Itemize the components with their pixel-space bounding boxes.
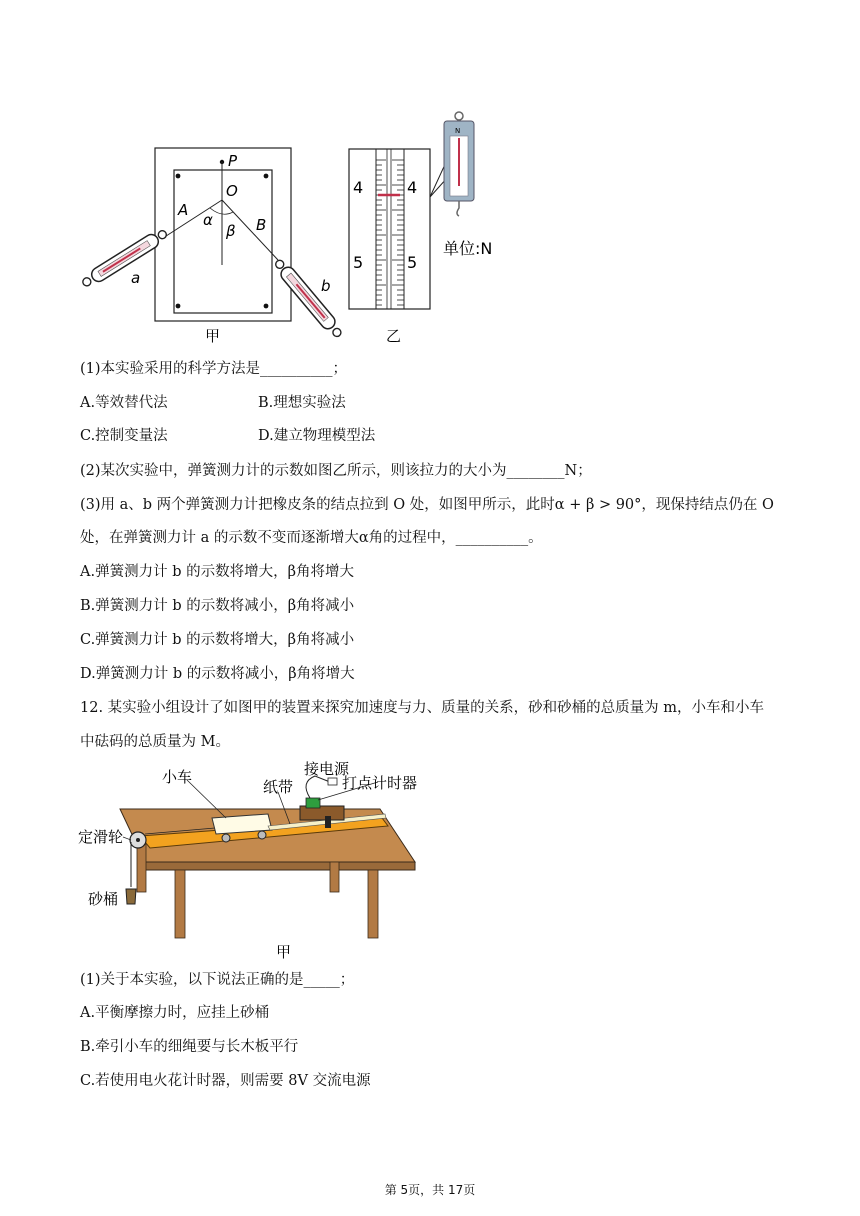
meter-letter: N [455,127,461,135]
scale-mark-5-right: 5 [407,253,418,272]
q11-part3-option-b: B.弹簧测力计 b 的示数将减小，β角将减小 [80,598,355,614]
label-power: 接电源 [304,760,350,778]
scale-mark-5-left: 5 [353,253,364,272]
board-frame [155,148,291,321]
q11-part1-option-b: B.理想实验法 [258,395,346,411]
label-O: O [226,182,238,200]
q11-part1: (1)本实验采用的科学方法是__________； [80,361,348,377]
label-beta: β [226,222,236,240]
sand-bucket [126,889,136,904]
label-b: b [321,277,331,295]
label-pulley: 定滑轮 [78,828,124,846]
q12-part1-option-c: C.若使用电火花计时器，则需要 8V 交流电源 [80,1073,371,1089]
label-tape: 纸带 [263,778,294,796]
unit-label: 单位:N [443,239,493,258]
spring-scale-a [80,227,170,290]
caption-yi: 乙 [386,327,402,345]
label-a: a [131,269,141,287]
label-car: 小车 [162,768,193,786]
figure-cart-apparatus [0,752,860,962]
label-alpha: α [203,211,213,229]
label-P: P [228,152,238,170]
q12-stem-line2: 中砝码的总质量为 M。 [80,734,230,750]
paper-sheet [174,170,272,313]
spring-scale-icon [444,112,474,216]
q11-part3-line2: 处，在弹簧测力计 a 的示数不变而逐渐增大α角的过程中，__________。 [80,530,543,546]
q11-part3-option-d: D.弹簧测力计 b 的示数将减小，β角将增大 [80,666,355,682]
q11-part1-option-c: C.控制变量法 [80,428,168,444]
scale-mark-4-left: 4 [353,178,364,197]
label-B: B [256,216,267,234]
spring-scale-b [272,257,345,340]
caption-jia-2: 甲 [276,943,292,961]
q11-part3-option-c: C.弹簧测力计 b 的示数将增大，β角将减小 [80,632,355,648]
q12-stem-line1: 12. 某实验小组设计了如图甲的装置来探究加速度与力、质量的关系，砂和砂桶的总质量为 m，小车和小车 [80,700,765,716]
q11-part3-line1: (3)用 a、b 两个弹簧测力计把橡皮条的结点拉到 O 处，如图甲所示，此时α + β > 90°，现保持结点仍在 O [80,497,774,513]
q11-part1-option-a: A.等效替代法 [80,395,168,411]
figure-force-parallelogram [0,0,860,345]
label-A: A [178,201,189,219]
q12-part1-option-b: B.牵引小车的细绳要与长木板平行 [80,1039,299,1055]
scale-mark-4-right: 4 [407,178,418,197]
q12-part1-option-a: A.平衡摩擦力时，应挂上砂桶 [80,1005,270,1021]
q11-part1-option-d: D.建立物理模型法 [258,428,376,444]
label-timer: 打点计时器 [342,774,418,792]
scale-ticks [376,160,404,305]
q12-part1: (1)关于本实验，以下说法正确的是_____； [80,972,355,988]
q11-part2: (2)某次实验中，弹簧测力计的示数如图乙所示，则该拉力的大小为________N； [80,463,592,479]
caption-jia: 甲 [205,327,221,345]
page-footer: 第 5页，共 17页 [384,1183,476,1197]
label-bucket: 砂桶 [88,890,119,908]
scale-zoom-frame [349,149,430,309]
q11-part3-option-a: A.弹簧测力计 b 的示数将增大，β角将增大 [80,564,354,580]
